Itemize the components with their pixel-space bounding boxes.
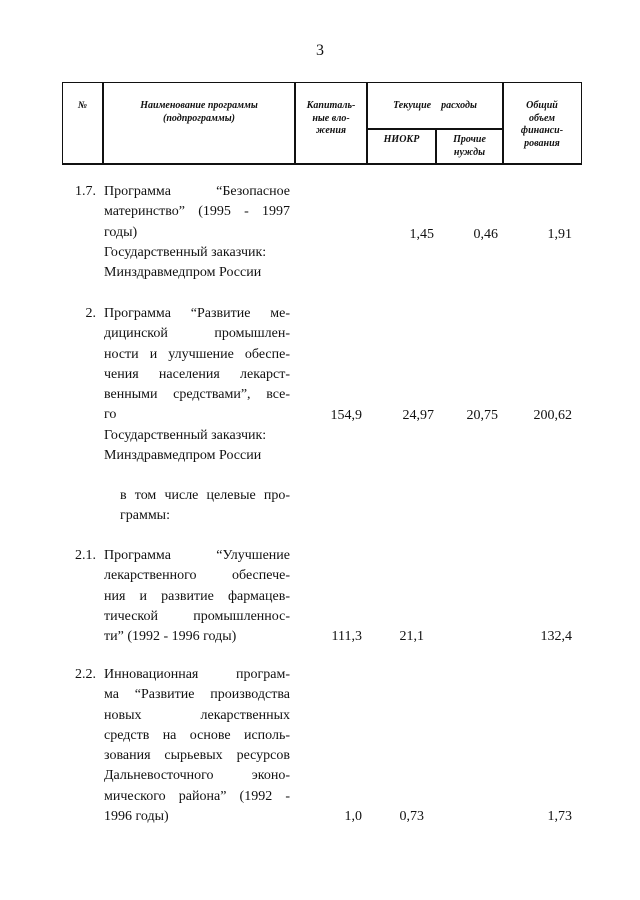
- row-name-line: дицинской промышлен-: [104, 326, 290, 342]
- header-no: №: [77, 100, 88, 111]
- row-name-line: Дальневосточного эконо-: [104, 768, 290, 784]
- header-current: Текущие расходы: [393, 100, 477, 111]
- row-name-line: материнство” (1995 - 1997: [104, 204, 290, 220]
- header-capital: [296, 100, 366, 138]
- row-number: 1.7.: [75, 184, 96, 199]
- row-name-line: ности и улучшение обеспе-: [104, 346, 290, 362]
- header-niokr: НИОКР: [383, 134, 420, 145]
- header-name-line: (подпрограммы): [163, 112, 235, 124]
- row-name-line: лекарственного обеспече-: [104, 568, 290, 584]
- row-name-line: Программа “Развитие ме-: [104, 306, 290, 321]
- header-divider: [366, 82, 368, 164]
- row-name-line: в том числе целевые про-: [120, 488, 290, 503]
- header-total-line: финанси-: [520, 125, 564, 136]
- row-number: 2.1.: [75, 548, 96, 563]
- row-name-line: Инновационная програм-: [104, 667, 290, 682]
- row-name: [104, 182, 290, 283]
- value-total: 132,4: [540, 629, 572, 644]
- header-name-line: Наименование программы: [140, 100, 258, 111]
- row-name-line: го: [104, 407, 117, 423]
- value-niokr: 1,45: [409, 227, 434, 242]
- row-name-line: Программа “Безопасное: [104, 184, 290, 199]
- value-capital: 111,3: [331, 629, 362, 644]
- row-name-line: годы): [104, 224, 138, 240]
- row-name-line: 1996 годы): [104, 809, 169, 825]
- value-other: 0,46: [473, 227, 498, 242]
- row-name-line: зования сырьевых ресурсов: [104, 748, 290, 764]
- row-name-line: Минздравмедпром России: [104, 448, 262, 464]
- row-name-line: чения населения лекарст-: [104, 366, 290, 382]
- value-total: 200,62: [533, 408, 572, 423]
- value-total: 1,91: [547, 227, 572, 242]
- page-number: 3: [316, 42, 324, 59]
- row-name-line: новых лекарственных: [104, 707, 290, 723]
- row-name-line: Программа “Улучшение: [104, 548, 290, 563]
- row-name-line: ти” (1992 - 1996 годы): [104, 629, 237, 645]
- header-total: [504, 100, 580, 150]
- row-name-line: Минздравмедпром России: [104, 265, 262, 281]
- header-divider: [366, 128, 503, 130]
- header-capital-line: жения: [315, 125, 347, 136]
- value-total: 1,73: [547, 809, 572, 824]
- value-capital: 154,9: [330, 408, 362, 423]
- header-total-line: рования: [524, 137, 560, 149]
- row-number: 2.: [85, 306, 96, 321]
- row-name-line: средств на основе исполь-: [104, 727, 290, 743]
- row-name-line: тической промышленнос-: [104, 608, 290, 624]
- header-total-line: объем: [528, 112, 556, 124]
- header-name: [104, 100, 294, 125]
- row-name: [104, 546, 290, 647]
- row-name-line: ма “Развитие производства: [104, 687, 290, 703]
- header-other: [437, 134, 502, 159]
- value-niokr: 0,73: [399, 809, 424, 824]
- row-name-line: граммы:: [120, 508, 170, 524]
- header-other-line: Прочие: [453, 134, 486, 145]
- row-name-line: Государственный заказчик:: [104, 244, 267, 260]
- value-niokr: 24,97: [402, 408, 434, 423]
- row-name-line: Государственный заказчик:: [104, 427, 267, 443]
- row-name-line: мического района” (1992 -: [104, 788, 290, 804]
- row-name: [104, 665, 290, 827]
- header-other-line: нужды: [453, 146, 486, 158]
- row-name: [104, 304, 290, 466]
- row-number: 2.2.: [75, 667, 96, 682]
- value-capital: 1,0: [344, 809, 362, 824]
- value-niokr: 21,1: [399, 629, 424, 644]
- value-other: 20,75: [466, 408, 498, 423]
- row-name-line: ния и развитие фармацев-: [104, 588, 290, 604]
- header-capital-line: ные вло-: [312, 112, 350, 124]
- row-name: [120, 486, 290, 527]
- header-capital-line: Капиталь-: [306, 100, 356, 111]
- row-name-line: венными средствами”, все-: [104, 387, 290, 403]
- header-total-line: Общий: [526, 100, 558, 111]
